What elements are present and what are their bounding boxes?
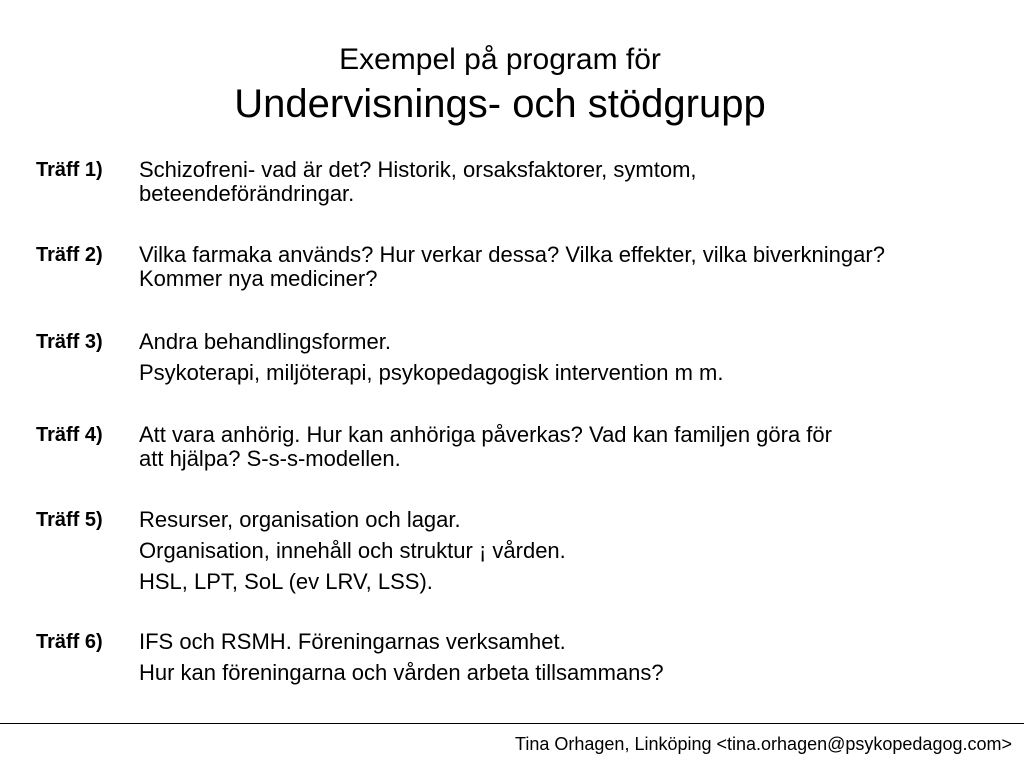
session-text-line: Resurser, organisation och lagar.: [139, 507, 461, 532]
session-description: [139, 423, 1019, 471]
footer-author: Tina Orhagen, Linköping <tina.orhagen@psykopedagog.com>: [515, 734, 1012, 754]
session-text-line: beteendeförändringar.: [139, 181, 355, 206]
session-label: Träff 4): [36, 424, 103, 446]
session-text-line: Att vara anhörig. Hur kan anhöriga påverkas? Vad kan familjen göra för: [139, 422, 832, 447]
session-label: Träff 6): [36, 631, 103, 653]
session-text-line: IFS och RSMH. Föreningarnas verksamhet.: [139, 629, 566, 654]
session-description: [139, 508, 1019, 594]
footer-divider: [0, 723, 1024, 724]
session-text-line: Andra behandlingsformer.: [139, 329, 391, 354]
slide-title-line-2: Undervisnings- och stödgrupp: [234, 82, 766, 126]
session-text-line: Psykoterapi, miljöterapi, psykopedagogisk intervention m m.: [139, 360, 724, 385]
session-label: Träff 3): [36, 331, 103, 353]
session-label: Träff 2): [36, 244, 103, 266]
session-text-line: HSL, LPT, SoL (ev LRV, LSS).: [139, 569, 433, 594]
session-label: Träff 1): [36, 159, 103, 181]
session-description: [139, 158, 1019, 206]
slide-title-line-1: Exempel på program för: [339, 43, 661, 76]
session-description: [139, 630, 1019, 685]
session-description: [139, 330, 1019, 385]
session-text-line: Kommer nya mediciner?: [139, 266, 378, 291]
slide-title: [0, 40, 1000, 128]
session-text-line: Organisation, innehåll och struktur ¡ vården.: [139, 538, 566, 563]
session-text-line: att hjälpa? S-s-s-modellen.: [139, 446, 401, 471]
session-text-line: Vilka farmaka används? Hur verkar dessa? Vilka effekter, vilka biverkningar?: [139, 242, 885, 267]
session-description: [139, 243, 1019, 291]
session-label: Träff 5): [36, 509, 103, 531]
session-text-line: Hur kan föreningarna och vården arbeta tillsammans?: [139, 660, 664, 685]
session-text-line: Schizofreni- vad är det? Historik, orsaksfaktorer, symtom,: [139, 157, 697, 182]
